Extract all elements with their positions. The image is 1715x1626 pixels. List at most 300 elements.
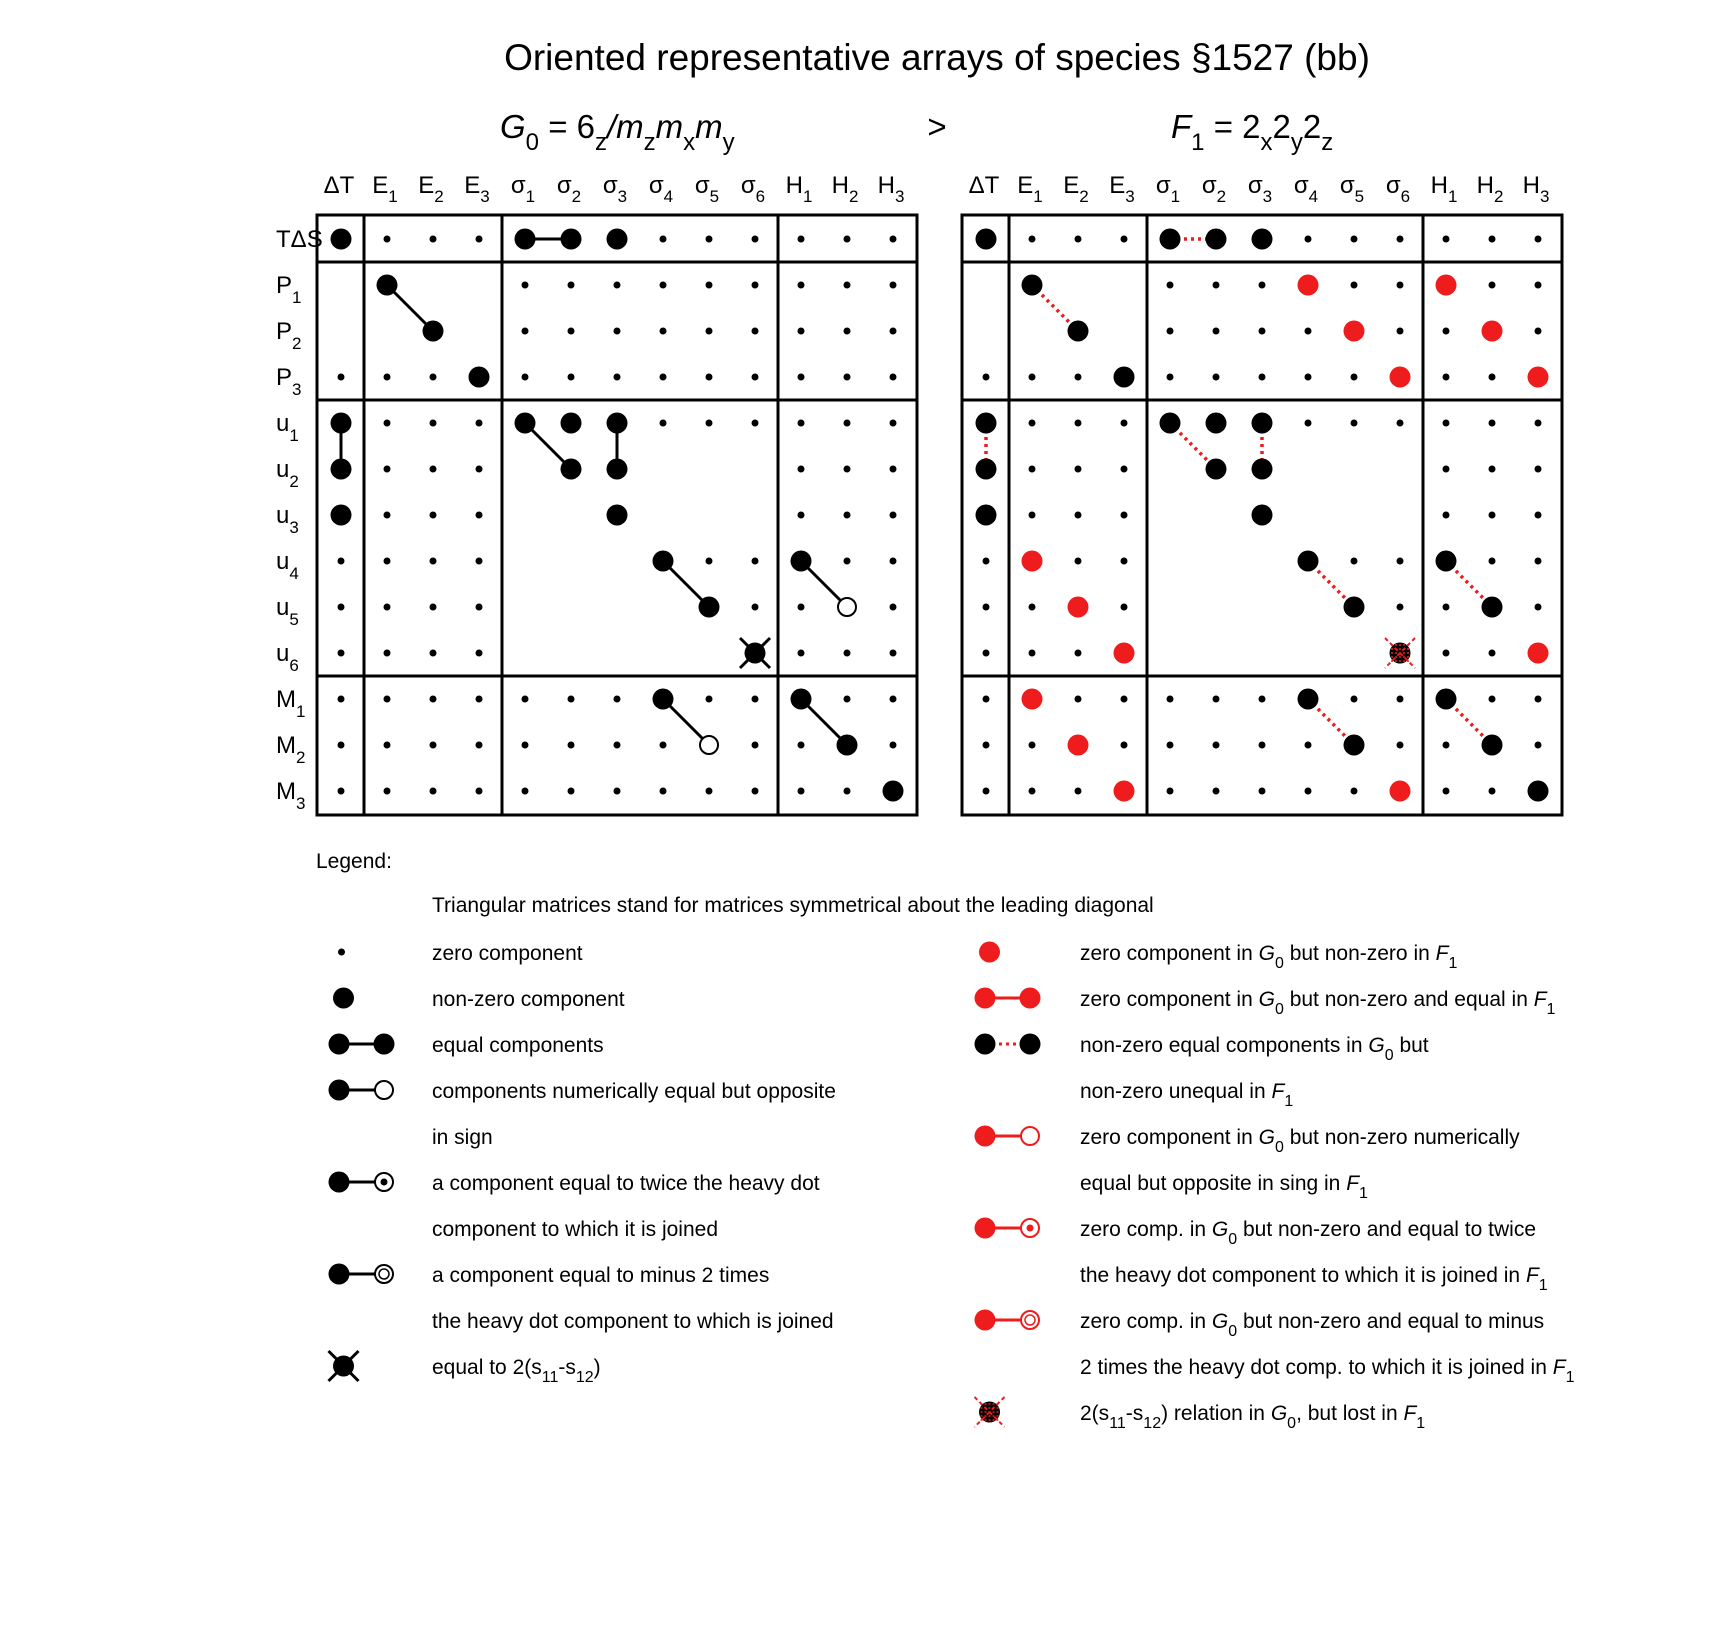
zero-dot bbox=[1535, 236, 1542, 243]
column-header-base: E bbox=[1109, 172, 1126, 199]
legend-subscript: 0 bbox=[1384, 1047, 1394, 1064]
legend-run: G bbox=[1211, 1218, 1229, 1241]
column-header bbox=[1294, 172, 1318, 206]
column-header-base: σ bbox=[648, 172, 664, 199]
column-header-subscript: 1 bbox=[388, 187, 398, 206]
legend-run: G bbox=[1368, 1034, 1385, 1057]
row-header-base: M bbox=[276, 778, 296, 805]
zero-dot bbox=[844, 696, 851, 703]
zero-dot bbox=[1305, 742, 1312, 749]
group-relation-symbol: > bbox=[927, 108, 947, 145]
legend-run: but non-zero and equal to twice bbox=[1237, 1218, 1537, 1241]
legend-run: but non-zero and equal to minus bbox=[1237, 1310, 1545, 1333]
zero-dot bbox=[1167, 282, 1174, 289]
zero-dot bbox=[1397, 328, 1404, 335]
zero-dot bbox=[1351, 282, 1358, 289]
zero-dot bbox=[1489, 512, 1496, 519]
subgroup-part: 2 bbox=[1302, 108, 1322, 145]
zero-dot bbox=[1075, 650, 1082, 657]
nonzero-dot bbox=[976, 413, 997, 434]
zero-dot bbox=[430, 512, 437, 519]
column-header-base: σ bbox=[510, 172, 526, 199]
legend-item bbox=[329, 1351, 601, 1386]
legend-open-dot bbox=[1021, 1127, 1039, 1145]
column-header-base: E bbox=[1017, 172, 1034, 199]
legend-text bbox=[1080, 942, 1457, 972]
legend-subscript: 0 bbox=[1287, 1415, 1297, 1432]
legend-item bbox=[975, 1310, 1575, 1387]
legend-subscript: 0 bbox=[1274, 1001, 1284, 1018]
zero-dot bbox=[706, 328, 713, 335]
zero-dot bbox=[1075, 696, 1082, 703]
column-header-subscript: 3 bbox=[1539, 187, 1550, 206]
zero-dot bbox=[1259, 788, 1266, 795]
legend-subscript: 1 bbox=[1565, 1369, 1575, 1386]
zero-dot bbox=[614, 374, 621, 381]
legend-item bbox=[975, 1397, 1426, 1432]
zero-dot bbox=[752, 420, 759, 427]
column-header bbox=[603, 172, 627, 206]
zero-dot bbox=[1351, 558, 1358, 565]
column-header bbox=[511, 172, 535, 206]
column-header bbox=[1156, 172, 1180, 206]
nonzero-dot bbox=[331, 505, 352, 526]
legend-run: zero component in bbox=[1080, 1126, 1259, 1149]
legend-run: equal components bbox=[432, 1034, 604, 1057]
nonzero-dot bbox=[1114, 367, 1135, 388]
zero-dot bbox=[752, 696, 759, 703]
column-header-base: H bbox=[785, 172, 803, 199]
zero-dot bbox=[614, 742, 621, 749]
zero-dot bbox=[476, 420, 483, 427]
subgroup-subscript: 1 bbox=[1191, 129, 1205, 156]
legend-run: , but lost in bbox=[1296, 1402, 1404, 1425]
zero-dot bbox=[890, 236, 897, 243]
legend-run: 2(s bbox=[1080, 1402, 1110, 1425]
zero-dot bbox=[1397, 236, 1404, 243]
zero-dot bbox=[1167, 788, 1174, 795]
row-header-base: P bbox=[276, 364, 293, 391]
legend-left-column bbox=[329, 942, 836, 1386]
nonzero-dot bbox=[1344, 735, 1365, 756]
column-header-base: E bbox=[464, 172, 481, 199]
zero-dot bbox=[706, 788, 713, 795]
column-header bbox=[786, 172, 813, 206]
zero-dot bbox=[476, 650, 483, 657]
opposite-sign-dot bbox=[838, 598, 856, 616]
legend-run: non-zero equal components in bbox=[1080, 1034, 1369, 1057]
zero-dot bbox=[1535, 696, 1542, 703]
legend-run: F bbox=[1346, 1172, 1360, 1195]
legend-heavy-dot bbox=[1020, 1034, 1041, 1055]
legend-text bbox=[432, 1264, 769, 1287]
subgroup-part: 2 bbox=[1242, 108, 1261, 145]
zero-dot bbox=[1443, 374, 1450, 381]
nonzero-dot bbox=[1436, 689, 1457, 710]
zero-dot bbox=[522, 328, 529, 335]
zero-dot bbox=[476, 466, 483, 473]
row-header-base: M bbox=[276, 686, 296, 713]
legend-text bbox=[1080, 1126, 1520, 1156]
zero-dot bbox=[1351, 420, 1358, 427]
column-header bbox=[1202, 172, 1226, 206]
zero-dot bbox=[890, 650, 897, 657]
zero-dot bbox=[430, 236, 437, 243]
zero-dot bbox=[1305, 328, 1312, 335]
row-header-base: u bbox=[276, 456, 290, 483]
zero-dot bbox=[752, 282, 759, 289]
legend-text bbox=[432, 1080, 836, 1103]
legend-subscript: 1 bbox=[1538, 1277, 1548, 1294]
legend-subscript: 12 bbox=[1143, 1415, 1162, 1432]
zero-dot bbox=[1535, 466, 1542, 473]
zero-dot bbox=[338, 742, 345, 749]
legend-text bbox=[432, 1356, 601, 1386]
subgroup-heading bbox=[1171, 108, 1333, 156]
zero-dot bbox=[522, 374, 529, 381]
zero-dot bbox=[1075, 466, 1082, 473]
nonzero-dot bbox=[1160, 229, 1181, 250]
zero-dot bbox=[430, 420, 437, 427]
zero-dot bbox=[384, 466, 391, 473]
parent-group-part-subscript: x bbox=[683, 129, 696, 156]
row-header-base: M bbox=[276, 732, 296, 759]
zero-dot bbox=[568, 696, 575, 703]
legend-heavy-dot bbox=[975, 1034, 996, 1055]
zero-dot bbox=[1029, 466, 1036, 473]
zero-dot bbox=[1167, 328, 1174, 335]
parent-group-part-subscript: z bbox=[643, 129, 656, 156]
column-header bbox=[695, 172, 719, 206]
legend-run: but non-zero in bbox=[1283, 942, 1436, 965]
row-header bbox=[276, 548, 299, 583]
zero-dot bbox=[384, 374, 391, 381]
row-header-base: u bbox=[276, 410, 290, 437]
zero-dot bbox=[1535, 742, 1542, 749]
legend-subscript: 1 bbox=[1284, 1093, 1294, 1110]
zero-dot bbox=[1443, 512, 1450, 519]
column-header-subscript: 3 bbox=[894, 187, 905, 206]
nonzero-dot bbox=[1160, 413, 1181, 434]
zero-dot bbox=[798, 512, 805, 519]
row-header bbox=[276, 686, 305, 721]
nonzero-dot bbox=[1436, 551, 1457, 572]
zero-dot bbox=[1121, 558, 1128, 565]
legend-text bbox=[1080, 1034, 1429, 1064]
legend-open-dot bbox=[375, 1081, 393, 1099]
zero-dot bbox=[476, 236, 483, 243]
legend-right-column bbox=[975, 942, 1575, 1433]
zero-dot bbox=[384, 420, 391, 427]
new-nonzero-dot bbox=[1390, 781, 1411, 802]
zero-dot bbox=[1259, 696, 1266, 703]
column-header bbox=[1523, 172, 1550, 206]
zero-dot bbox=[1535, 420, 1542, 427]
column-header-subscript: 2 bbox=[571, 187, 582, 206]
column-header bbox=[1248, 172, 1272, 206]
legend-run: the heavy dot component to which it is joined in bbox=[1080, 1264, 1526, 1287]
zero-dot bbox=[1397, 696, 1404, 703]
column-header-subscript: 1 bbox=[1033, 187, 1043, 206]
column-header-base: H bbox=[831, 172, 849, 199]
column-header-base: σ bbox=[1201, 172, 1217, 199]
new-nonzero-dot bbox=[1528, 367, 1549, 388]
zero-dot bbox=[706, 420, 713, 427]
zero-dot bbox=[522, 788, 529, 795]
legend-text bbox=[432, 988, 625, 1011]
zero-dot bbox=[1535, 282, 1542, 289]
nonzero-dot bbox=[699, 597, 720, 618]
nonzero-dot bbox=[469, 367, 490, 388]
zero-dot bbox=[844, 374, 851, 381]
column-header-subscript: 3 bbox=[617, 187, 628, 206]
legend-run: component to which it is joined bbox=[432, 1218, 718, 1241]
zero-dot bbox=[983, 650, 990, 657]
zero-dot bbox=[568, 328, 575, 335]
zero-dot bbox=[1029, 374, 1036, 381]
row-header-base: P bbox=[276, 272, 293, 299]
opposite-sign-dot bbox=[700, 736, 718, 754]
figure-title: Oriented representative arrays of species §1527 (bb) bbox=[504, 37, 1370, 78]
zero-dot bbox=[1397, 604, 1404, 611]
zero-dot bbox=[890, 282, 897, 289]
row-header-subscript: 6 bbox=[289, 656, 299, 675]
row-header bbox=[276, 502, 299, 537]
legend-run: G bbox=[1211, 1310, 1229, 1333]
zero-dot bbox=[844, 558, 851, 565]
zero-dot bbox=[614, 282, 621, 289]
legend-subscript: 0 bbox=[1228, 1231, 1238, 1248]
zero-dot bbox=[1075, 788, 1082, 795]
zero-dot bbox=[1121, 742, 1128, 749]
column-header-base: H bbox=[1522, 172, 1540, 199]
row-header-subscript: 3 bbox=[289, 518, 299, 537]
row-header-base: u bbox=[276, 594, 290, 621]
parent-group-array bbox=[276, 172, 917, 815]
column-header-subscript: 1 bbox=[1170, 187, 1181, 206]
zero-dot bbox=[614, 328, 621, 335]
nonzero-dot bbox=[561, 459, 582, 480]
zero-dot bbox=[798, 374, 805, 381]
zero-dot bbox=[1535, 604, 1542, 611]
zero-dot bbox=[1397, 420, 1404, 427]
row-header-subscript: 5 bbox=[289, 610, 299, 629]
row-header-subscript: 3 bbox=[292, 380, 302, 399]
zero-dot bbox=[1167, 742, 1174, 749]
legend-run: equal to 2(s bbox=[432, 1356, 542, 1379]
zero-dot bbox=[706, 282, 713, 289]
zero-dot bbox=[798, 328, 805, 335]
legend-item bbox=[333, 988, 625, 1012]
legend-text bbox=[1080, 1402, 1425, 1432]
legend-heavy-dot bbox=[975, 1310, 996, 1331]
parent-group-part-subscript: z bbox=[595, 129, 607, 156]
zero-dot bbox=[1535, 512, 1542, 519]
zero-dot bbox=[1443, 788, 1450, 795]
nonzero-dot bbox=[791, 689, 812, 710]
nonzero-dot bbox=[883, 781, 904, 802]
zero-dot bbox=[430, 558, 437, 565]
column-header-base: σ bbox=[1339, 172, 1355, 199]
zero-dot bbox=[798, 236, 805, 243]
legend-text bbox=[1080, 1264, 1548, 1294]
zero-dot bbox=[568, 742, 575, 749]
zero-dot bbox=[844, 236, 851, 243]
column-header-subscript: 4 bbox=[663, 187, 674, 206]
nonzero-dot bbox=[1528, 781, 1549, 802]
zero-dot bbox=[384, 788, 391, 795]
zero-dot bbox=[983, 696, 990, 703]
column-header-subscript: 6 bbox=[755, 187, 766, 206]
new-nonzero-dot bbox=[1436, 275, 1457, 296]
zero-dot bbox=[1535, 558, 1542, 565]
row-header bbox=[276, 732, 305, 767]
zero-dot bbox=[798, 742, 805, 749]
zero-dot bbox=[1121, 512, 1128, 519]
zero-dot bbox=[476, 604, 483, 611]
subgroup-part-subscript: y bbox=[1290, 129, 1303, 156]
column-header-subscript: 2 bbox=[1079, 187, 1089, 206]
legend-heavy-dot bbox=[374, 1034, 395, 1055]
parent-group-equals: = bbox=[539, 108, 577, 145]
row-header-subscript: 2 bbox=[289, 472, 299, 491]
zero-dot bbox=[1213, 742, 1220, 749]
subgroup-equals: = bbox=[1204, 108, 1243, 145]
new-nonzero-dot bbox=[979, 942, 1000, 963]
zero-dot bbox=[1029, 788, 1036, 795]
row-header-subscript: 1 bbox=[296, 702, 306, 721]
zero-dot bbox=[660, 742, 667, 749]
legend-run: but non-zero and equal in bbox=[1283, 988, 1534, 1011]
nonzero-dot bbox=[653, 551, 674, 572]
zero-dot bbox=[430, 604, 437, 611]
zero-dot bbox=[338, 604, 345, 611]
zero-dot bbox=[338, 788, 345, 795]
zero-dot bbox=[384, 604, 391, 611]
zero-dot bbox=[1167, 374, 1174, 381]
legend-run: F bbox=[1525, 1264, 1539, 1287]
legend-text bbox=[1080, 1356, 1575, 1386]
nonzero-dot bbox=[333, 988, 354, 1009]
legend-item bbox=[338, 942, 583, 965]
legend-run: zero comp. in bbox=[1080, 1310, 1212, 1333]
zero-dot bbox=[1489, 420, 1496, 427]
new-nonzero-dot bbox=[1390, 367, 1411, 388]
nonzero-dot bbox=[1206, 229, 1227, 250]
column-header bbox=[464, 172, 489, 206]
column-header-base: σ bbox=[1293, 172, 1309, 199]
column-header bbox=[418, 172, 443, 206]
nonzero-dot bbox=[1298, 689, 1319, 710]
legend-twice-center bbox=[1027, 1225, 1034, 1232]
zero-dot bbox=[522, 696, 529, 703]
zero-dot bbox=[798, 604, 805, 611]
new-nonzero-dot bbox=[1068, 735, 1089, 756]
row-header-subscript: 3 bbox=[296, 794, 306, 813]
row-header-base: u bbox=[276, 640, 290, 667]
zero-dot bbox=[798, 420, 805, 427]
zero-dot bbox=[1029, 742, 1036, 749]
column-header-subscript: 1 bbox=[1447, 187, 1458, 206]
parent-group-part: /m bbox=[607, 108, 644, 145]
zero-dot bbox=[752, 558, 759, 565]
nonzero-dot bbox=[1482, 597, 1503, 618]
zero-dot bbox=[890, 558, 897, 565]
legend-run: but non-zero numerically bbox=[1283, 1126, 1520, 1149]
zero-dot bbox=[430, 374, 437, 381]
zero-dot bbox=[844, 788, 851, 795]
legend-text bbox=[1080, 1310, 1544, 1340]
zero-dot bbox=[522, 742, 529, 749]
zero-dot bbox=[752, 236, 759, 243]
zero-dot bbox=[614, 788, 621, 795]
zero-dot bbox=[1167, 696, 1174, 703]
row-header bbox=[276, 594, 299, 629]
zero-dot bbox=[983, 558, 990, 565]
row-header-base: P bbox=[276, 318, 293, 345]
nonzero-dot bbox=[607, 459, 628, 480]
column-header bbox=[1063, 172, 1088, 206]
zero-dot bbox=[660, 420, 667, 427]
legend-text bbox=[1080, 1218, 1536, 1248]
legend-heavy-dot bbox=[975, 1126, 996, 1147]
zero-dot bbox=[1535, 328, 1542, 335]
column-header-base: ΔT bbox=[323, 172, 355, 199]
zero-dot bbox=[660, 328, 667, 335]
zero-dot bbox=[706, 696, 713, 703]
column-header-base: H bbox=[877, 172, 895, 199]
zero-dot bbox=[476, 788, 483, 795]
zero-dot bbox=[430, 742, 437, 749]
zero-dot bbox=[568, 374, 575, 381]
parent-group-symbol: G bbox=[500, 108, 526, 145]
zero-dot bbox=[890, 696, 897, 703]
parent-group-part: 6 bbox=[576, 108, 595, 145]
zero-dot bbox=[1075, 374, 1082, 381]
zero-dot bbox=[1397, 558, 1404, 565]
row-header bbox=[276, 410, 299, 445]
legend-run: non-zero component bbox=[432, 988, 625, 1011]
zero-dot bbox=[844, 282, 851, 289]
zero-dot bbox=[338, 558, 345, 565]
zero-dot bbox=[476, 696, 483, 703]
zero-dot bbox=[430, 650, 437, 657]
zero-dot bbox=[1213, 328, 1220, 335]
zero-dot bbox=[1213, 374, 1220, 381]
legend-heavy-dot bbox=[329, 1034, 350, 1055]
subgroup-symbol: F bbox=[1171, 108, 1192, 145]
column-header bbox=[372, 172, 397, 206]
column-header bbox=[1386, 172, 1410, 206]
zero-dot bbox=[660, 282, 667, 289]
zero-dot bbox=[1443, 236, 1450, 243]
legend-minus2-dot bbox=[375, 1265, 393, 1283]
legend-run: the heavy dot component to which is joined bbox=[432, 1310, 834, 1333]
zero-dot bbox=[1443, 742, 1450, 749]
zero-dot bbox=[660, 374, 667, 381]
zero-dot bbox=[522, 282, 529, 289]
legend-run: zero component in bbox=[1080, 942, 1259, 965]
column-header-base: σ bbox=[1247, 172, 1263, 199]
column-header-subscript: 4 bbox=[1308, 187, 1319, 206]
nonzero-dot bbox=[976, 459, 997, 480]
zero-dot bbox=[1121, 696, 1128, 703]
nonzero-dot bbox=[1252, 459, 1273, 480]
zero-dot bbox=[384, 558, 391, 565]
legend-text bbox=[1080, 988, 1556, 1018]
zero-dot bbox=[1259, 374, 1266, 381]
zero-dot bbox=[1075, 512, 1082, 519]
